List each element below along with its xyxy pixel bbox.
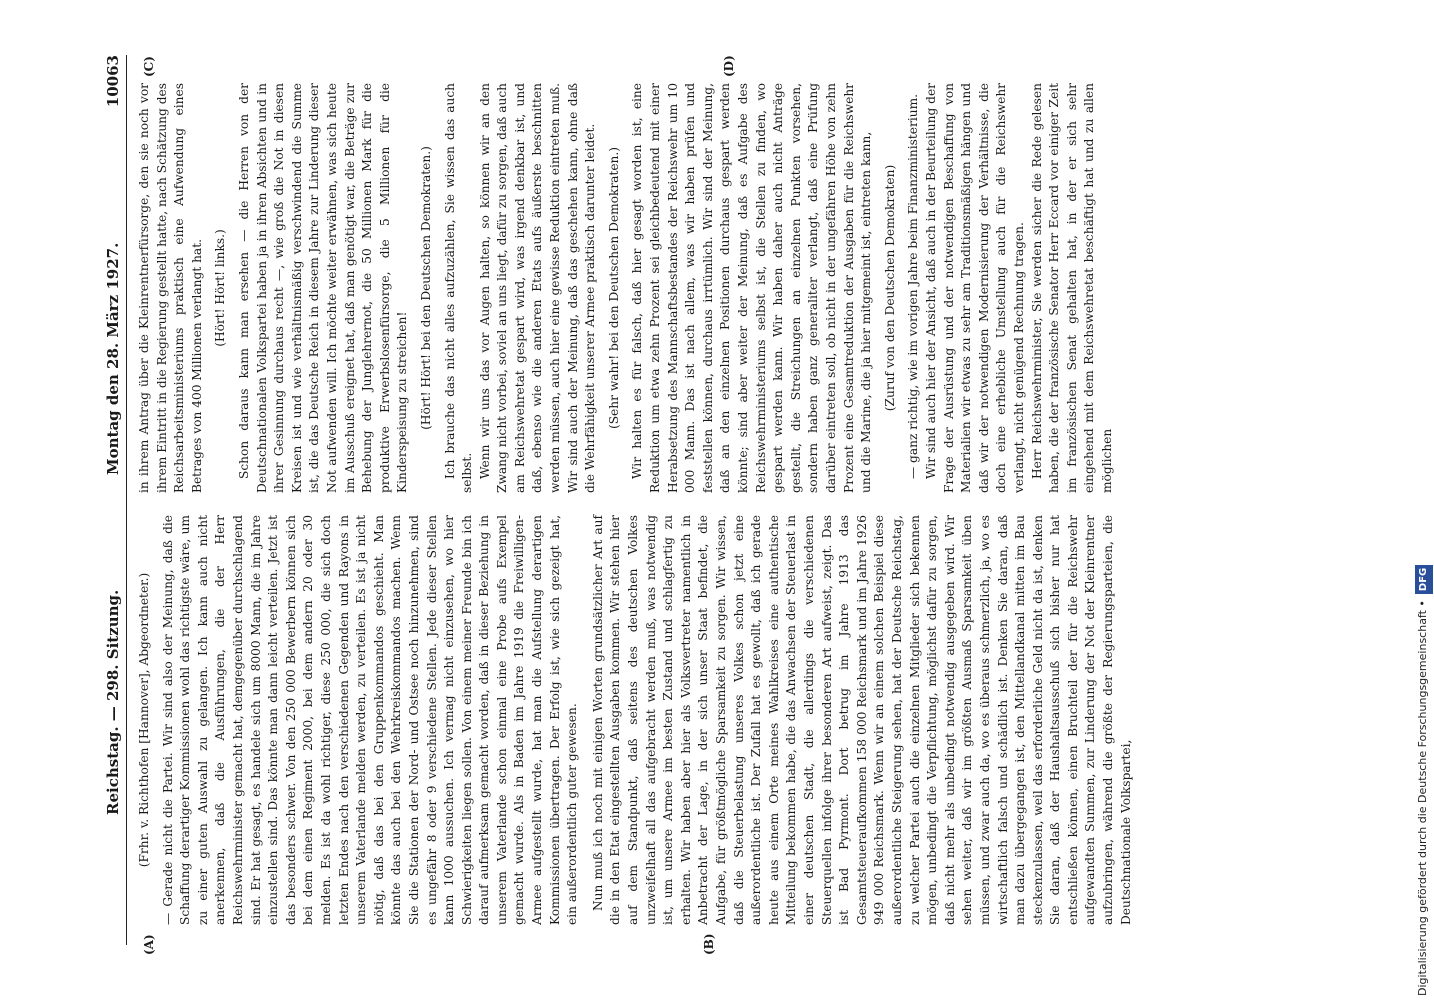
digitization-credit <box>1414 6 1432 996</box>
margin-label-b: (B) <box>702 933 716 955</box>
paragraph: in ihrem Antrag über die Kleinrentnerfürsorge, den sie noch vor ihrem Eintritt in die Regierung gestellt hatte, nach Schätzung des Reichsarbeitsministeriums praktisch eine Aufwendung eines Betrages von 400 Millionen verlangt hat. <box>137 83 204 493</box>
paragraph: — Gerade nicht die Partei. Wir sind also der Meinung, daß die Schaffung derartiger Kommissionen wohl das richtigste wäre, um zu einer guten Auswahl zu gelangen. Ich kann auch nicht anerkennen, daß die Ausführungen, die der Herr Reichswehrminister gemacht hat, demgegenüber durchschlagend sind. Er hat gesagt, es handele sich um 8000 Mann, die im Jahre einzustellen sind. Das könnte man dann leicht verteilen. Jetzt ist das besonders schwer. Von den 250 000 Bewerbern können sich bei dem einen Regiment 2000, bei dem andern 20 oder 30 melden. Es ist da wohl richtiger, diese 250 000, die sich doch letzten Endes nach den verschiedenen Gegenden und Rayons in unserem Vaterlande melden werden, zu verteilen. Es ist ja nicht nötig, daß das bei den Gruppenkommandos geschieht. Man könnte das auch bei den Wehrkreiskommandos machen. Wenn Sie die Stationen der Nord- und Ostsee noch hinzunehmen, sind es ungefähr 8 oder 9 verschiedene Stellen. Jede dieser Stellen kann 1000 aussuchen. Ich vermag nicht einzusehen, wo hier Schwierigkeiten liegen sollen. Von einem meiner Freunde bin ich darauf aufmerksam gemacht worden, daß in dieser Beziehung in unserem Vaterlande schon einmal eine Probe aufs Exempel gemacht wurde. Als in Baden im Jahre 1919 die Freiwilligen-Armee aufgestellt wurde, hat man die Aufstellung derartigen Kommissionen übertragen. Der Erfolg ist, wie sich gezeigt hat, ein außerordentlich guter gewesen. <box>160 515 580 925</box>
paragraph: Nun muß ich noch mit einigen Worten grundsätzlicher Art auf die in den Etat eingestellten Ausgaben kommen. Wir stehen hier auf dem Standpunkt, daß seitens des deutschen Volkes unzweifelhaft all das aufgebracht werden muß, was notwendig ist, um unsere Armee im besten Zustand und schlagfertig zu erhalten. Wir haben aber hier als Volksvertreter namentlich in Anbetracht der Lage, in der sich unser Staat befindet, die Aufgabe, für größtmögliche Sparsamkeit zu sorgen. Wir wissen, daß die Steuerbelastung unseres Volkes schon jetzt eine außerordentliche ist. Der Zufall hat es gewollt, daß ich gerade heute aus einem Orte meines Wahlkreises eine authentische Mitteilung bekommen habe, die das Anwachsen der Steuerlast in einer deutschen Stadt, die allerdings die verschiedenen Steuerquellen infolge ihrer besonderen Art aufweist, zeigt. Das ist Bad Pyrmont. Dort betrug im Jahre 1913 das Gesamtsteueraufkommen 158 000 Reichsmark und im Jahre 1926 949 000 Reichsmark. Wenn wir an einem solchen Beispiel diese außerordentliche Steigerung sehen, hat der Deutsche Reichstag, zu welcher Partei auch die einzelnen Mitglieder sich bekennen mögen, unbedingt die Verpflichtung, möglichst dafür zu sorgen, daß nicht mehr als unbedingt notwendig ausgegeben wird. Wir sehen weiter, daß wir im größten Ausmaß Sparsamkeit üben müssen, und zwar auch da, wo es überaus schmerzlich, ja, wo es wirtschaftlich falsch und schädlich ist. Denken Sie daran, daß man dazu übergegangen ist, den Mittellandkanal mitten im Bau steckenzulassen, weil das erforderliche Geld nicht da ist, denken Sie daran, daß der Haushaltsausschuß sich bisher nur hat entschließen können, einen Bruchteil der für die Reichswehr aufgewandten Summen, zur Linderung der Not der Kleinrentner aufzubringen, während die größte der Regierungsparteien, die Deutschnationale Volkspartei, <box>590 515 1133 925</box>
header-center: Montag den 28. März 1927. <box>104 242 122 475</box>
margin-label-a: (A) <box>142 934 156 955</box>
paragraph: — ganz richtig, wie im vorigen Jahre beim Finanzministerium. <box>906 93 921 479</box>
interjection: (Hört! Hört! bei den Deutschen Demokraten.) <box>418 146 433 430</box>
margin-label-d: (D) <box>722 55 736 77</box>
paragraph: Herr Reichswehrminister, Sie werden sicher die Rede gelesen haben, die der französische Senator Herr Eccard vor einiger Zeit im französischen Senat gehalten hat, in der er sich sehr eingehend mit dem Reichswehretat beschäftigt hat und zu allen möglichen <box>1029 83 1114 493</box>
interjection: (Zuruf von den Deutschen Demokraten) <box>882 164 897 412</box>
paragraph: Wir halten es für falsch, daß hier gesagt worden ist, eine Reduktion um etwa zehn Prozent sei gleichbedeutend mit einer Herabsetzung des Mannschaftsbestandes der Reichswehr um 10 000 Mann. Das ist nach allem, was wir haben prüfen und feststellen können, durchaus irrtümlich. Wir sind der Meinung, daß an den einzelnen Positionen durchaus gespart werden könnte; sind aber weiter der Meinung, daß es Aufgabe des Reichswehrministeriums selbst ist, die Stellen zu finden, wo gespart werden kann. Wir haben daher auch nicht Anträge gestellt, die Streichungen an einzelnen Punkten vorsehen, sondern haben ganz generaliter verlangt, daß eine Prüfung darüber eintreten soll, ob nicht in der ungefähren Höhe von zehn Prozent eine Gesamtreduktion der Ausgaben für die Reichswehr und die Marine, die ja hier mitgemeint ist, eintreten kann, <box>630 83 874 493</box>
rotated-page <box>102 55 1317 955</box>
column-right <box>136 83 1116 493</box>
paragraph: Ich brauche das nicht alles aufzuzählen, Sie wissen das auch selbst. <box>442 83 475 493</box>
interjection: (Sehr wahr! bei den Deutschen Demokraten.) <box>606 146 621 430</box>
interjection: (Hört! Hört! links.) <box>213 229 228 347</box>
page-header <box>102 55 127 945</box>
credit-text: Digitalisierung gefördert durch die Deutsche Forschungsgemeinschaft • <box>1416 600 1429 996</box>
dfg-logo: DFG <box>1415 565 1433 594</box>
header-left: Reichstag. — 298. Sitzung. <box>104 589 122 815</box>
column-left <box>136 515 1135 925</box>
paragraph: Schon daraus kann man ersehen — die Herren von der Deutschnationalen Volkspartei haben ja in ihren Absichten und in ihrer Gesinnung durchaus recht —, wie groß die Not in diesen Kreisen ist und wie verhältnismäßig verschwindend die Summe ist, die das Deutsche Reich in diesem Jahre zur Linderung dieser Not aufwenden will. Ich möchte weiter erwähnen, was sich heute im Ausschuß ereignet hat, daß man genötigt war, die Beträge zur Behebung der Junglehrernot, die 50 Millionen Mark für die produktive Erwerbslosenfürsorge, die 5 Millionen für die Kinderspeisung zu streichen! <box>236 83 410 493</box>
speaker-line: (Frhr. v. Richthofen [Hannover], Abgeordneter.) <box>137 572 151 868</box>
margin-label-c: (C) <box>142 56 156 77</box>
paragraph: Wir sind auch hier der Ansicht, daß auch in der Beurteilung der Frage der Ausrüstung und der notwendigen Beschaffung von Materialien wir etwas zu sehr am Traditionsmäßigen hängen und daß wir der notwendigen Modernisierung der Verhältnisse, die doch eine erhebliche Umstellung auch für die Reichswehr verlangt, nicht genügend Rechnung tragen. <box>923 83 1026 493</box>
paragraph: Wenn wir uns das vor Augen halten, so können wir an den Zwang nicht vorbei, soviel an uns liegt, dafür zu sorgen, daß auch am Reichswehretat gespart wird, was irgend denkbar ist, und daß, ebenso wie die anderen Etats aufs äußerste beschnitten werden müssen, auch hier eine gewisse Reduktion eintreten muß. Wir sind auch der Meinung, daß das geschehen kann, ohne daß die Wehrfähigkeit unserer Armee praktisch darunter leidet. <box>477 83 598 493</box>
page-number: 10063 <box>104 55 122 108</box>
